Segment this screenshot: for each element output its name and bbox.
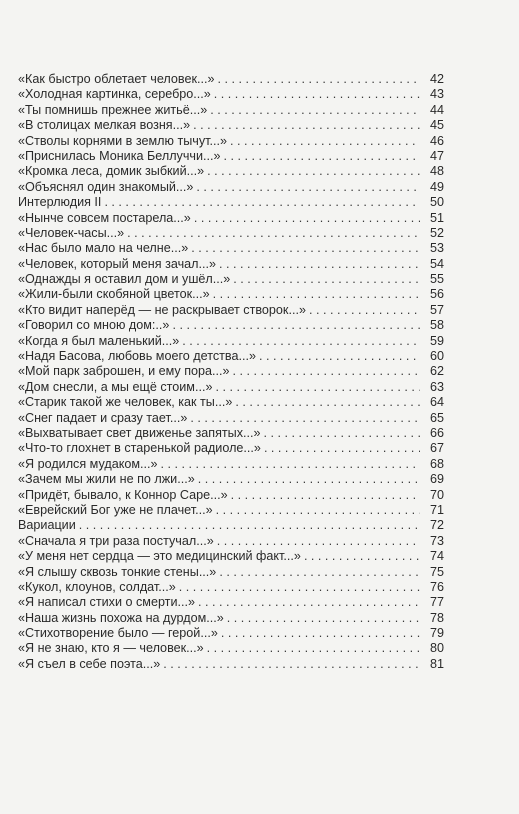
toc-entry-page-number: 60 [429,349,444,364]
toc-entry-title: «Наша жизнь похожа на дурдом...» [18,610,224,625]
toc-entry-page-number: 56 [429,287,444,302]
toc-entry [18,180,444,195]
dot-leader [219,565,420,580]
dot-leader [215,380,420,395]
toc-entry-page-number: 45 [429,118,444,133]
dot-leader [190,411,420,426]
toc-entry-title: «Зачем мы жили не по лжи...» [18,472,195,487]
toc-entry [18,503,444,518]
toc-entry [18,241,444,256]
toc-entry-page-number: 53 [429,241,444,256]
toc-entry-title: «Надя Басова, любовь моего детства...» [18,349,256,364]
toc-entry-title: «Нас было мало на челне...» [18,241,189,256]
toc-entry-page-number: 55 [429,272,444,287]
toc-entry [18,103,444,118]
toc-entry-title: «Мой парк заброшен, и ему пора...» [18,364,230,379]
dot-leader [194,211,420,226]
toc-entry [18,426,444,441]
toc-entry [18,303,444,318]
dot-leader [231,488,420,503]
toc-entry [18,626,444,641]
toc-entry-title: «Человек-часы...» [18,225,125,240]
dot-leader [127,226,420,241]
toc-entry-title: «Что-то глохнет в старенькой радиоле...» [18,441,261,456]
toc-entry-title: «Объяснял один знакомый...» [18,179,194,194]
toc-entry-title: «Я родился мудаком...» [18,456,158,471]
dot-leader [198,595,420,610]
toc-entry [18,149,444,164]
dot-leader [224,149,420,164]
toc-entry [18,595,444,610]
toc-entry [18,118,444,133]
toc-entry-page-number: 48 [429,164,444,179]
toc-entry-title: «Кромка леса, домик зыбкий...» [18,164,205,179]
table-of-contents [18,72,444,672]
dot-leader [179,580,420,595]
toc-entry-title: «Еврейский Бог уже не плачет...» [18,502,213,517]
toc-entry-page-number: 50 [429,195,444,210]
toc-entry-page-number: 76 [429,579,444,594]
toc-entry-page-number: 77 [429,595,444,610]
toc-entry-page-number: 42 [429,72,444,86]
dot-leader [163,657,420,672]
dot-leader [227,611,420,626]
toc-entry-page-number: 79 [429,626,444,641]
toc-entry-title: «Говорил со мною дом:..» [18,318,170,333]
toc-entry [18,287,444,302]
dot-leader [219,257,420,272]
dot-leader [235,395,420,410]
dot-leader [217,534,420,549]
dot-leader [309,303,420,318]
dot-leader [304,549,420,564]
dot-leader [198,472,420,487]
toc-entry-title: «Ты помнишь прежнее житьё...» [18,102,208,117]
toc-entry-page-number: 62 [429,364,444,379]
dot-leader [196,180,420,195]
dot-leader [217,72,420,87]
toc-entry-page-number: 74 [429,549,444,564]
toc-entry-page-number: 49 [429,179,444,194]
toc-entry [18,134,444,149]
toc-entry [18,488,444,503]
toc-entry [18,349,444,364]
dot-leader [233,272,420,287]
toc-entry [18,395,444,410]
dot-leader [104,195,420,210]
toc-entry-page-number: 64 [429,395,444,410]
toc-entry-title: «Нынче совсем постарела...» [18,210,191,225]
toc-entry [18,226,444,241]
toc-entry-title: «Стихотворение было — герой...» [18,626,218,641]
dot-leader [161,457,420,472]
toc-entry [18,457,444,472]
toc-entry-page-number: 63 [429,379,444,394]
toc-entry-title: «Стволы корнями в землю тычут...» [18,133,227,148]
dot-leader [207,164,420,179]
toc-entry [18,441,444,456]
toc-entry [18,257,444,272]
toc-entry-title: Интерлюдия II [18,195,102,210]
toc-entry [18,364,444,379]
dot-leader [264,441,420,456]
dot-leader [182,334,420,349]
dot-leader [213,287,420,302]
toc-entry-title: «Кукол, клоунов, солдат...» [18,579,176,594]
toc-entry-page-number: 75 [429,564,444,579]
toc-entry-title: «Как быстро облетает человек...» [18,72,215,86]
toc-entry [18,211,444,226]
dot-leader [221,626,420,641]
toc-entry [18,641,444,656]
toc-entry [18,472,444,487]
toc-entry-page-number: 51 [429,210,444,225]
toc-entry [18,164,444,179]
toc-entry-page-number: 44 [429,102,444,117]
dot-leader [191,241,420,256]
toc-entry [18,72,444,87]
toc-entry [18,534,444,549]
toc-entry-page-number: 80 [429,641,444,656]
dot-leader [79,518,420,533]
toc-entry-title: Вариации [18,518,76,533]
toc-entry-title: «Жили-были скобяной цветок...» [18,287,210,302]
toc-entry-title: «Однажды я оставил дом и ушёл...» [18,272,231,287]
toc-entry-title: «Я не знаю, кто я — человек...» [18,641,204,656]
toc-entry-title: «Старик такой же человек, как ты...» [18,395,233,410]
toc-entry-title: «У меня нет сердца — это медицинский факт...» [18,549,301,564]
dot-leader [193,118,420,133]
toc-entry-title: «Придёт, бывало, к Коннор Саре...» [18,487,228,502]
toc-entry-page-number: 59 [429,333,444,348]
toc-entry-page-number: 69 [429,472,444,487]
dot-leader [216,503,420,518]
dot-leader [210,103,420,118]
dot-leader [233,364,420,379]
toc-entry-title: «Снег падает и сразу тает...» [18,410,188,425]
toc-entry-title: «Холодная картинка, серебро...» [18,87,211,102]
toc-entry-page-number: 70 [429,487,444,502]
toc-entry [18,657,444,672]
toc-entry-title: «Дом снесли, а мы ещё стоим...» [18,379,213,394]
toc-entry-page-number: 68 [429,456,444,471]
toc-entry [18,565,444,580]
toc-entry-title: «Выхватывает свет движенье запятых...» [18,425,261,440]
toc-entry [18,549,444,564]
toc-entry-page-number: 81 [429,656,444,671]
toc-entry-page-number: 43 [429,87,444,102]
toc-entry-title: «Кто видит наперёд — не раскрывает створок...» [18,302,306,317]
toc-entry-page-number: 57 [429,302,444,317]
toc-entry-page-number: 67 [429,441,444,456]
toc-entry-page-number: 72 [429,518,444,533]
toc-entry-page-number: 71 [429,502,444,517]
toc-entry [18,380,444,395]
toc-entry-title: «Когда я был маленький...» [18,333,180,348]
dot-leader [214,87,420,102]
toc-entry-title: «Я слышу сквозь тонкие стены...» [18,564,217,579]
toc-entry-page-number: 46 [429,133,444,148]
dot-leader [259,349,420,364]
toc-entry [18,334,444,349]
toc-entry-title: «В столицах мелкая возня...» [18,118,191,133]
toc-entry-title: «Я написал стихи о смерти...» [18,595,195,610]
dot-leader [207,641,420,656]
toc-entry [18,272,444,287]
toc-entry-title: «Я съел в себе поэта...» [18,656,161,671]
toc-entry-page-number: 54 [429,256,444,271]
toc-entry-page-number: 65 [429,410,444,425]
toc-entry-page-number: 78 [429,610,444,625]
toc-entry [18,580,444,595]
toc-entry-title: «Человек, который меня зачал...» [18,256,216,271]
toc-entry-page-number: 66 [429,425,444,440]
toc-entry [18,411,444,426]
dot-leader [172,318,420,333]
toc-entry [18,87,444,102]
toc-entry-page-number: 47 [429,148,444,163]
toc-entry-title: «Приснилась Моника Беллуччи...» [18,148,221,163]
toc-entry [18,518,444,533]
toc-entry-page-number: 73 [429,533,444,548]
toc-entry [18,195,444,210]
dot-leader [264,426,420,441]
toc-entry-page-number: 52 [429,225,444,240]
toc-entry-page-number: 58 [429,318,444,333]
toc-entry-title: «Сначала я три раза постучал...» [18,533,214,548]
dot-leader [230,134,420,149]
toc-entry [18,318,444,333]
toc-entry [18,611,444,626]
